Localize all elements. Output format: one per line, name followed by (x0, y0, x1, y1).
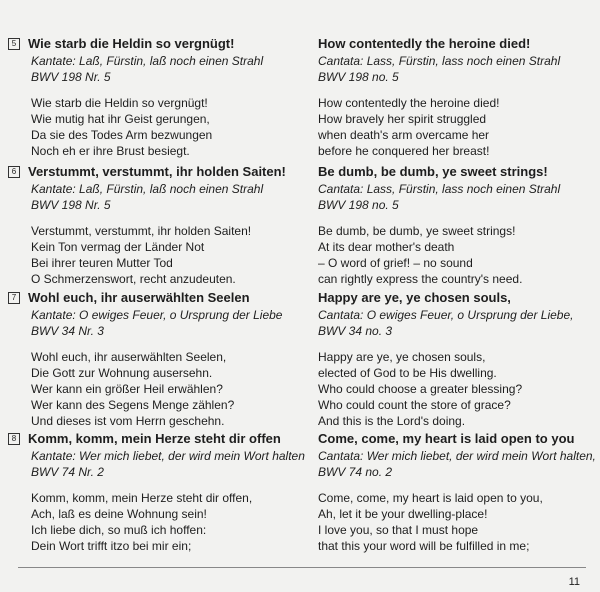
cantata-source (31, 307, 300, 339)
song-heading (8, 36, 300, 52)
lyric-line: Be dumb, be dumb, ye sweet strings! (318, 224, 516, 238)
lyric-line: before he conquered her breast! (318, 144, 490, 158)
song-body (8, 53, 300, 159)
lyric-line: How contentedly the heroine died! (318, 96, 500, 110)
song-section (8, 164, 300, 287)
source-line: Kantate: O ewiges Feuer, o Ursprung der Liebe (31, 308, 283, 322)
track-number-box: 5 (8, 38, 20, 50)
source-line: Cantata: O ewiges Feuer, o Ursprung der Liebe, (318, 308, 574, 322)
lyric-lines (31, 490, 300, 554)
song-title: Happy are ye, ye chosen souls, (318, 290, 511, 305)
source-line: Kantate: Laß, Fürstin, laß noch einen Strahl (31, 182, 264, 196)
lyric-line: O Schmerzenswort, recht anzudeuten. (31, 272, 236, 286)
lyric-line: I love you, so that I must hope (318, 523, 479, 537)
cantata-source (318, 181, 594, 213)
song-heading (8, 290, 300, 306)
lyric-line: Da sie des Todes Arm bezwungen (31, 128, 213, 142)
song-heading (318, 290, 594, 306)
track-number-box: 6 (8, 166, 20, 178)
lyric-line: when death's arm overcame her (318, 128, 490, 142)
lyric-line: How bravely her spirit struggled (318, 112, 487, 126)
song-title: Komm, komm, mein Herze steht dir offen (28, 431, 281, 446)
lyric-line: Noch eh er ihre Brust besiegt. (31, 144, 190, 158)
source-line: Cantata: Lass, Fürstin, lass noch einen Strahl (318, 182, 561, 196)
lyric-lines (318, 349, 594, 429)
song-section (318, 36, 594, 159)
cantata-source (31, 53, 300, 85)
song-title: Verstummt, verstummt, ihr holden Saiten! (28, 164, 286, 179)
lyric-line: At its dear mother's death (318, 240, 455, 254)
lyric-line: Who could count the store of grace? (318, 398, 511, 412)
song-section (8, 36, 300, 159)
lyric-line: that this your word will be fulfilled in me; (318, 539, 530, 553)
song-body (318, 448, 594, 554)
source-line: BWV 74 Nr. 2 (31, 465, 104, 479)
lyric-line: And this is the Lord's doing. (318, 414, 466, 428)
source-line: BWV 198 Nr. 5 (31, 70, 111, 84)
song-body (318, 307, 594, 429)
song-heading (318, 36, 594, 52)
lyric-line: Kein Ton vermag der Länder Not (31, 240, 205, 254)
cantata-source (318, 448, 594, 480)
song-section (8, 431, 305, 554)
track-number-box: 7 (8, 292, 20, 304)
song-body (318, 53, 594, 159)
song-body (8, 307, 300, 429)
lyric-line: Wohl euch, ihr auserwählten Seelen, (31, 350, 227, 364)
lyric-line: Komm, komm, mein Herze steht dir offen, (31, 491, 253, 505)
lyric-line: Who could choose a greater blessing? (318, 382, 523, 396)
song-heading (8, 164, 300, 180)
source-line: Cantata: Lass, Fürstin, lass noch einen Strahl (318, 54, 561, 68)
cantata-source (318, 307, 594, 339)
lyric-line: – O word of grief! – no sound (318, 256, 473, 270)
source-line: BWV 34 no. 3 (318, 324, 393, 338)
lyric-line: Bei ihrer teuren Mutter Tod (31, 256, 173, 270)
lyric-line: Dein Wort trifft itzo bei mir ein; (31, 539, 192, 553)
page-number: 11 (568, 576, 580, 588)
lyric-lines (31, 95, 300, 159)
song-body (8, 181, 300, 287)
lyric-line: Ach, laß es deine Wohnung sein! (31, 507, 207, 521)
song-body (8, 448, 305, 554)
lyric-line: Ich liebe dich, so muß ich hoffen: (31, 523, 207, 537)
lyric-line: Wie starb die Heldin so vergnügt! (31, 96, 208, 110)
lyric-line: Wer kann ein größer Heil erwählen? (31, 382, 223, 396)
song-section (318, 164, 594, 287)
lyric-lines (318, 223, 594, 287)
lyric-line: Und dieses ist vom Herrn geschehn. (31, 414, 225, 428)
cantata-source (31, 448, 305, 480)
song-section (8, 290, 300, 429)
song-title: Come, come, my heart is laid open to you (318, 431, 575, 446)
song-body (318, 181, 594, 287)
lyric-line: Wer kann des Segens Menge zählen? (31, 398, 235, 412)
source-line: BWV 34 Nr. 3 (31, 324, 104, 338)
lyric-line: Verstummt, verstummt, ihr holden Saiten! (31, 224, 252, 238)
source-line: Cantata: Wer mich liebet, der wird mein Wort halten, (318, 449, 596, 463)
lyric-lines (318, 490, 594, 554)
lyric-line: Happy are ye, ye chosen souls, (318, 350, 486, 364)
song-title: Wie starb die Heldin so vergnügt! (28, 36, 235, 51)
song-heading (8, 431, 300, 447)
cantata-source (318, 53, 594, 85)
song-heading (318, 164, 594, 180)
lyric-lines (31, 223, 300, 287)
song-title: Wohl euch, ihr auserwählten Seelen (28, 290, 250, 305)
lyric-line: Come, come, my heart is laid open to you, (318, 491, 543, 505)
source-line: BWV 198 no. 5 (318, 70, 399, 84)
lyric-line: elected of God to be His dwelling. (318, 366, 497, 380)
lyric-line: Wie mutig hat ihr Geist gerungen, (31, 112, 210, 126)
song-title: How contentedly the heroine died! (318, 36, 531, 51)
track-number-box: 8 (8, 433, 20, 445)
song-heading (318, 431, 594, 447)
lyric-line: can rightly express the country's need. (318, 272, 523, 286)
source-line: Kantate: Laß, Fürstin, laß noch einen Strahl (31, 54, 264, 68)
source-line: BWV 198 no. 5 (318, 198, 399, 212)
lyric-lines (31, 349, 300, 429)
song-section (318, 290, 594, 429)
cantata-source (31, 181, 300, 213)
source-line: BWV 74 no. 2 (318, 465, 393, 479)
lyric-line: Die Gott zur Wohnung ausersehn. (31, 366, 213, 380)
lyric-lines (318, 95, 594, 159)
source-line: Kantate: Wer mich liebet, der wird mein Wort halten (31, 449, 305, 463)
lyric-line: Ah, let it be your dwelling-place! (318, 507, 488, 521)
source-line: BWV 198 Nr. 5 (31, 198, 111, 212)
song-title: Be dumb, be dumb, ye sweet strings! (318, 164, 548, 179)
footer-rule (18, 567, 586, 568)
song-section (318, 431, 594, 554)
